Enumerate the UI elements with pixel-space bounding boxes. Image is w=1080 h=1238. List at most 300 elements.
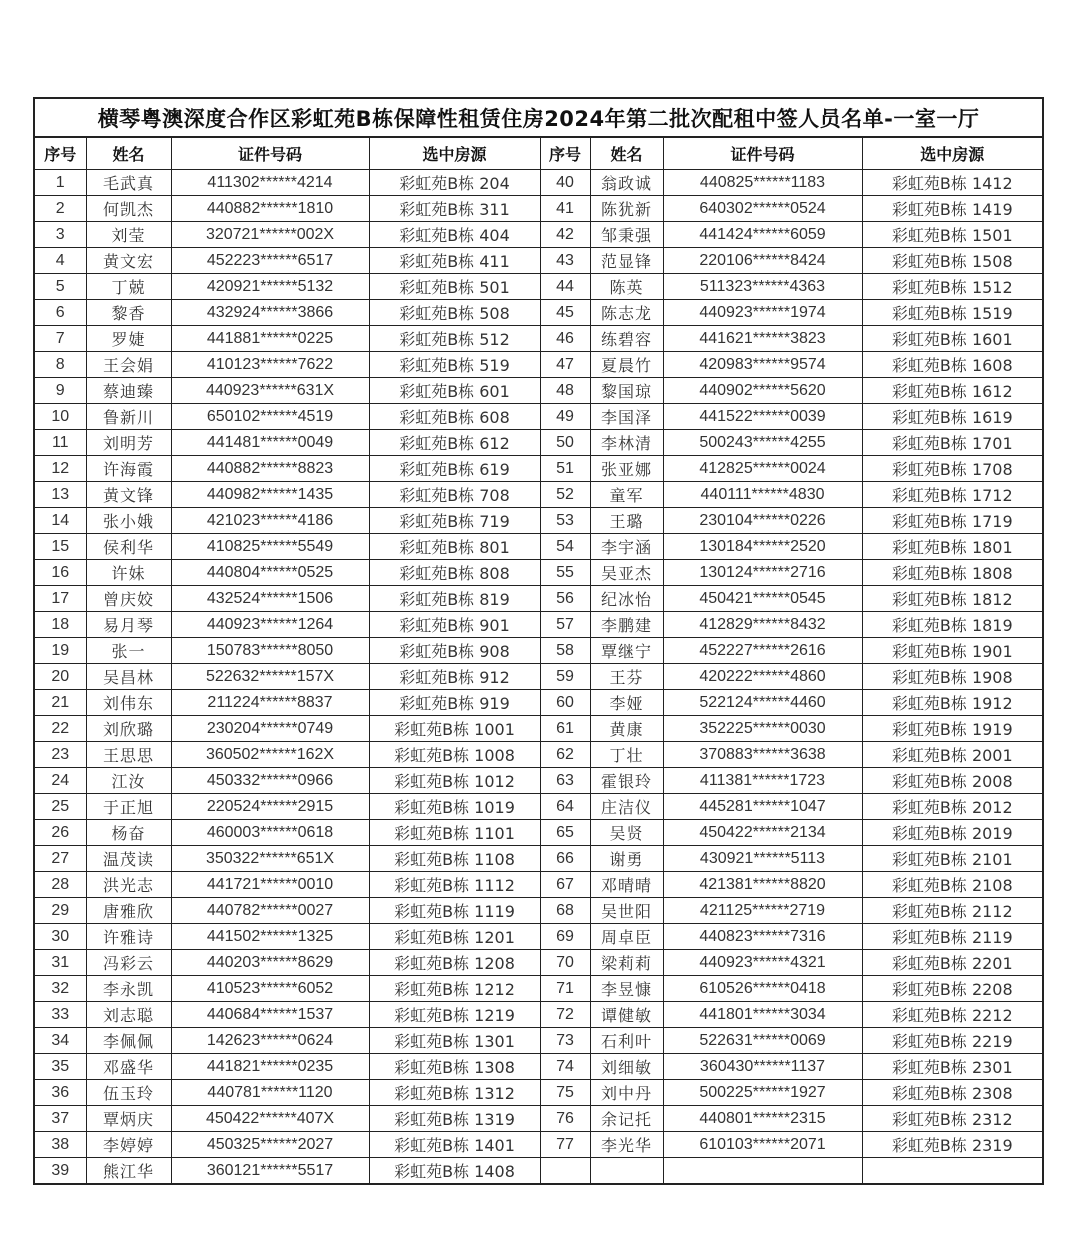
right-room-cell: 彩虹苑B栋 2108 xyxy=(862,872,1043,898)
right-id-number-cell: 500225******1927 xyxy=(663,1080,862,1106)
right-id-number-cell: 230104******0226 xyxy=(663,508,862,534)
left-id-number-cell: 441881******0225 xyxy=(171,326,369,352)
table-row xyxy=(34,248,1043,274)
left-name-cell: 冯彩云 xyxy=(86,950,171,976)
right-name-cell: 霍银玲 xyxy=(590,768,663,794)
right-name-cell: 谭健敏 xyxy=(590,1002,663,1028)
right-name-cell: 黄康 xyxy=(590,716,663,742)
left-room-cell: 彩虹苑B栋 1208 xyxy=(369,950,540,976)
right-seq-cell: 74 xyxy=(540,1054,590,1080)
right-seq-cell: 49 xyxy=(540,404,590,430)
table-row xyxy=(34,768,1043,794)
right-room-cell: 彩虹苑B栋 2008 xyxy=(862,768,1043,794)
left-id-number-cell: 440882******8823 xyxy=(171,456,369,482)
right-id-number-cell: 412825******0024 xyxy=(663,456,862,482)
left-id-number-cell: 441481******0049 xyxy=(171,430,369,456)
right-seq-cell: 41 xyxy=(540,196,590,222)
right-seq-cell: 71 xyxy=(540,976,590,1002)
right-name-cell: 李宇涵 xyxy=(590,534,663,560)
header-room: 选中房源 xyxy=(862,137,1043,170)
table-row xyxy=(34,846,1043,872)
right-id-number-cell: 440823******7316 xyxy=(663,924,862,950)
table-row xyxy=(34,716,1043,742)
right-name-cell: 李林清 xyxy=(590,430,663,456)
right-id-number-cell: 440902******5620 xyxy=(663,378,862,404)
left-seq-cell: 11 xyxy=(34,430,86,456)
header-seq: 序号 xyxy=(540,137,590,170)
left-seq-cell: 29 xyxy=(34,898,86,924)
header-name: 姓名 xyxy=(86,137,171,170)
right-room-cell: 彩虹苑B栋 1912 xyxy=(862,690,1043,716)
left-room-cell: 彩虹苑B栋 601 xyxy=(369,378,540,404)
right-room-cell: 彩虹苑B栋 1419 xyxy=(862,196,1043,222)
left-seq-cell: 4 xyxy=(34,248,86,274)
left-name-cell: 洪光志 xyxy=(86,872,171,898)
right-name-cell: 丁壮 xyxy=(590,742,663,768)
table-row xyxy=(34,196,1043,222)
left-name-cell: 邓盛华 xyxy=(86,1054,171,1080)
left-room-cell: 彩虹苑B栋 1319 xyxy=(369,1106,540,1132)
left-id-number-cell: 320721******002X xyxy=(171,222,369,248)
right-room-cell: 彩虹苑B栋 1608 xyxy=(862,352,1043,378)
table-row xyxy=(34,560,1043,586)
right-room-cell: 彩虹苑B栋 2012 xyxy=(862,794,1043,820)
right-id-number-cell: 440923******4321 xyxy=(663,950,862,976)
left-id-number-cell: 150783******8050 xyxy=(171,638,369,664)
right-seq-cell: 70 xyxy=(540,950,590,976)
allocation-list-sheet xyxy=(33,97,1042,1185)
left-name-cell: 鲁新川 xyxy=(86,404,171,430)
left-room-cell: 彩虹苑B栋 519 xyxy=(369,352,540,378)
left-room-cell: 彩虹苑B栋 1212 xyxy=(369,976,540,1002)
right-id-number-cell: 412829******8432 xyxy=(663,612,862,638)
table-row xyxy=(34,976,1043,1002)
left-room-cell: 彩虹苑B栋 404 xyxy=(369,222,540,248)
left-name-cell: 许海霞 xyxy=(86,456,171,482)
left-id-number-cell: 360121******5517 xyxy=(171,1158,369,1185)
table-row xyxy=(34,222,1043,248)
left-seq-cell: 8 xyxy=(34,352,86,378)
right-name-cell: 李娅 xyxy=(590,690,663,716)
right-room-cell: 彩虹苑B栋 2319 xyxy=(862,1132,1043,1158)
table-row xyxy=(34,1054,1043,1080)
right-id-number-cell: 430921******5113 xyxy=(663,846,862,872)
left-name-cell: 熊江华 xyxy=(86,1158,171,1185)
right-id-number-cell: 440825******1183 xyxy=(663,170,862,196)
right-id-number-cell: 522124******4460 xyxy=(663,690,862,716)
right-room-cell: 彩虹苑B栋 1512 xyxy=(862,274,1043,300)
right-name-cell: 夏晨竹 xyxy=(590,352,663,378)
left-seq-cell: 2 xyxy=(34,196,86,222)
right-seq-cell: 50 xyxy=(540,430,590,456)
right-seq-cell: 64 xyxy=(540,794,590,820)
left-seq-cell: 18 xyxy=(34,612,86,638)
right-seq-cell: 56 xyxy=(540,586,590,612)
left-id-number-cell: 350322******651X xyxy=(171,846,369,872)
left-seq-cell: 35 xyxy=(34,1054,86,1080)
left-id-number-cell: 441721******0010 xyxy=(171,872,369,898)
left-seq-cell: 37 xyxy=(34,1106,86,1132)
table-row xyxy=(34,534,1043,560)
table-row xyxy=(34,170,1043,196)
right-name-cell: 纪冰怡 xyxy=(590,586,663,612)
left-name-cell: 刘欣璐 xyxy=(86,716,171,742)
left-id-number-cell: 211224******8837 xyxy=(171,690,369,716)
left-name-cell: 罗婕 xyxy=(86,326,171,352)
left-seq-cell: 33 xyxy=(34,1002,86,1028)
left-id-number-cell: 440684******1537 xyxy=(171,1002,369,1028)
right-seq-cell: 72 xyxy=(540,1002,590,1028)
right-id-number-cell: 220106******8424 xyxy=(663,248,862,274)
left-id-number-cell: 522632******157X xyxy=(171,664,369,690)
table-row xyxy=(34,742,1043,768)
right-name-cell: 余记托 xyxy=(590,1106,663,1132)
left-name-cell: 丁兢 xyxy=(86,274,171,300)
right-seq-cell: 54 xyxy=(540,534,590,560)
right-seq-cell: 65 xyxy=(540,820,590,846)
right-room-cell: 彩虹苑B栋 2308 xyxy=(862,1080,1043,1106)
left-seq-cell: 6 xyxy=(34,300,86,326)
right-name-cell: 陈志龙 xyxy=(590,300,663,326)
table-body xyxy=(34,170,1043,1185)
left-seq-cell: 7 xyxy=(34,326,86,352)
left-room-cell: 彩虹苑B栋 1401 xyxy=(369,1132,540,1158)
right-seq-cell: 67 xyxy=(540,872,590,898)
right-seq-cell: 47 xyxy=(540,352,590,378)
left-room-cell: 彩虹苑B栋 808 xyxy=(369,560,540,586)
right-room-cell: 彩虹苑B栋 1708 xyxy=(862,456,1043,482)
left-name-cell: 易月琴 xyxy=(86,612,171,638)
table-row xyxy=(34,1002,1043,1028)
left-seq-cell: 27 xyxy=(34,846,86,872)
right-seq-cell: 69 xyxy=(540,924,590,950)
left-id-number-cell: 411302******4214 xyxy=(171,170,369,196)
left-name-cell: 刘明芳 xyxy=(86,430,171,456)
right-room-cell: 彩虹苑B栋 1908 xyxy=(862,664,1043,690)
right-id-number-cell: 420222******4860 xyxy=(663,664,862,690)
right-id-number-cell: 440801******2315 xyxy=(663,1106,862,1132)
left-id-number-cell: 441821******0235 xyxy=(171,1054,369,1080)
right-name-cell: 邓晴晴 xyxy=(590,872,663,898)
table-row xyxy=(34,326,1043,352)
left-room-cell: 彩虹苑B栋 501 xyxy=(369,274,540,300)
left-seq-cell: 16 xyxy=(34,560,86,586)
table-row xyxy=(34,690,1043,716)
left-id-number-cell: 440882******1810 xyxy=(171,196,369,222)
left-name-cell: 黄文锋 xyxy=(86,482,171,508)
table-row xyxy=(34,950,1043,976)
right-room-cell: 彩虹苑B栋 1801 xyxy=(862,534,1043,560)
right-seq-cell: 76 xyxy=(540,1106,590,1132)
left-id-number-cell: 440923******1264 xyxy=(171,612,369,638)
right-room-cell: 彩虹苑B栋 1819 xyxy=(862,612,1043,638)
left-seq-cell: 12 xyxy=(34,456,86,482)
left-name-cell: 侯利华 xyxy=(86,534,171,560)
right-id-number-cell: 440923******1974 xyxy=(663,300,862,326)
left-name-cell: 张一 xyxy=(86,638,171,664)
left-room-cell: 彩虹苑B栋 411 xyxy=(369,248,540,274)
table-row xyxy=(34,274,1043,300)
right-room-cell: 彩虹苑B栋 1412 xyxy=(862,170,1043,196)
right-room-cell: 彩虹苑B栋 1701 xyxy=(862,430,1043,456)
right-id-number-cell: 441801******3034 xyxy=(663,1002,862,1028)
left-name-cell: 唐雅欣 xyxy=(86,898,171,924)
right-room-cell: 彩虹苑B栋 2119 xyxy=(862,924,1043,950)
right-seq-cell: 51 xyxy=(540,456,590,482)
left-name-cell: 王会娟 xyxy=(86,352,171,378)
right-id-number-cell: 130124******2716 xyxy=(663,560,862,586)
right-name-cell: 周卓臣 xyxy=(590,924,663,950)
right-seq-cell: 73 xyxy=(540,1028,590,1054)
left-room-cell: 彩虹苑B栋 912 xyxy=(369,664,540,690)
left-id-number-cell: 410523******6052 xyxy=(171,976,369,1002)
right-seq-cell: 68 xyxy=(540,898,590,924)
left-room-cell: 彩虹苑B栋 1001 xyxy=(369,716,540,742)
right-id-number-cell: 450421******0545 xyxy=(663,586,862,612)
left-id-number-cell: 432524******1506 xyxy=(171,586,369,612)
left-id-number-cell: 432924******3866 xyxy=(171,300,369,326)
left-seq-cell: 20 xyxy=(34,664,86,690)
left-room-cell: 彩虹苑B栋 1301 xyxy=(369,1028,540,1054)
right-name-cell: 陈犹新 xyxy=(590,196,663,222)
right-name-cell: 刘细敏 xyxy=(590,1054,663,1080)
left-id-number-cell: 440782******0027 xyxy=(171,898,369,924)
right-id-number-cell: 130184******2520 xyxy=(663,534,862,560)
right-id-number-cell: 445281******1047 xyxy=(663,794,862,820)
right-id-number-cell xyxy=(663,1158,862,1185)
header-room: 选中房源 xyxy=(369,137,540,170)
right-name-cell: 童军 xyxy=(590,482,663,508)
right-seq-cell: 57 xyxy=(540,612,590,638)
right-id-number-cell: 352225******0030 xyxy=(663,716,862,742)
left-name-cell: 李婷婷 xyxy=(86,1132,171,1158)
table-row xyxy=(34,664,1043,690)
left-seq-cell: 9 xyxy=(34,378,86,404)
right-seq-cell: 75 xyxy=(540,1080,590,1106)
right-name-cell: 刘中丹 xyxy=(590,1080,663,1106)
left-name-cell: 江汝 xyxy=(86,768,171,794)
header-id-number: 证件号码 xyxy=(171,137,369,170)
left-id-number-cell: 440804******0525 xyxy=(171,560,369,586)
left-room-cell: 彩虹苑B栋 1108 xyxy=(369,846,540,872)
right-room-cell: 彩虹苑B栋 2101 xyxy=(862,846,1043,872)
left-seq-cell: 26 xyxy=(34,820,86,846)
left-id-number-cell: 220524******2915 xyxy=(171,794,369,820)
right-room-cell: 彩虹苑B栋 1519 xyxy=(862,300,1043,326)
table-row xyxy=(34,820,1043,846)
left-name-cell: 李永凯 xyxy=(86,976,171,1002)
left-name-cell: 毛武真 xyxy=(86,170,171,196)
table-row xyxy=(34,898,1043,924)
left-room-cell: 彩虹苑B栋 1008 xyxy=(369,742,540,768)
document-title: 横琴粤澳深度合作区彩虹苑B栋保障性租赁住房2024年第二批次配租中签人员名单-一室一厅 xyxy=(34,98,1043,137)
left-name-cell: 曾庆姣 xyxy=(86,586,171,612)
left-seq-cell: 14 xyxy=(34,508,86,534)
left-name-cell: 张小娥 xyxy=(86,508,171,534)
table-row xyxy=(34,612,1043,638)
right-room-cell: 彩虹苑B栋 2208 xyxy=(862,976,1043,1002)
right-id-number-cell: 360430******1137 xyxy=(663,1054,862,1080)
right-room-cell: 彩虹苑B栋 2001 xyxy=(862,742,1043,768)
right-id-number-cell: 420983******9574 xyxy=(663,352,862,378)
left-room-cell: 彩虹苑B栋 1219 xyxy=(369,1002,540,1028)
right-id-number-cell: 522631******0069 xyxy=(663,1028,862,1054)
right-seq-cell xyxy=(540,1158,590,1185)
right-seq-cell: 43 xyxy=(540,248,590,274)
right-room-cell: 彩虹苑B栋 1719 xyxy=(862,508,1043,534)
left-room-cell: 彩虹苑B栋 512 xyxy=(369,326,540,352)
right-seq-cell: 61 xyxy=(540,716,590,742)
table-row xyxy=(34,924,1043,950)
right-id-number-cell: 511323******4363 xyxy=(663,274,862,300)
header-name: 姓名 xyxy=(590,137,663,170)
right-name-cell: 王璐 xyxy=(590,508,663,534)
table-row xyxy=(34,638,1043,664)
table-row xyxy=(34,872,1043,898)
right-seq-cell: 63 xyxy=(540,768,590,794)
left-room-cell: 彩虹苑B栋 708 xyxy=(369,482,540,508)
right-room-cell: 彩虹苑B栋 2212 xyxy=(862,1002,1043,1028)
right-id-number-cell: 441522******0039 xyxy=(663,404,862,430)
right-room-cell: 彩虹苑B栋 1919 xyxy=(862,716,1043,742)
left-seq-cell: 28 xyxy=(34,872,86,898)
right-room-cell: 彩虹苑B栋 2201 xyxy=(862,950,1043,976)
right-seq-cell: 44 xyxy=(540,274,590,300)
right-name-cell: 覃继宁 xyxy=(590,638,663,664)
left-name-cell: 蔡迪臻 xyxy=(86,378,171,404)
right-room-cell: 彩虹苑B栋 1619 xyxy=(862,404,1043,430)
left-room-cell: 彩虹苑B栋 1019 xyxy=(369,794,540,820)
left-room-cell: 彩虹苑B栋 801 xyxy=(369,534,540,560)
table-row xyxy=(34,1132,1043,1158)
right-name-cell: 李光华 xyxy=(590,1132,663,1158)
right-room-cell: 彩虹苑B栋 1508 xyxy=(862,248,1043,274)
right-room-cell: 彩虹苑B栋 2312 xyxy=(862,1106,1043,1132)
right-seq-cell: 59 xyxy=(540,664,590,690)
left-id-number-cell: 230204******0749 xyxy=(171,716,369,742)
right-id-number-cell: 441621******3823 xyxy=(663,326,862,352)
left-name-cell: 刘莹 xyxy=(86,222,171,248)
table-row xyxy=(34,1080,1043,1106)
right-id-number-cell: 441424******6059 xyxy=(663,222,862,248)
left-seq-cell: 34 xyxy=(34,1028,86,1054)
left-id-number-cell: 450332******0966 xyxy=(171,768,369,794)
table-row xyxy=(34,378,1043,404)
right-seq-cell: 46 xyxy=(540,326,590,352)
left-id-number-cell: 440923******631X xyxy=(171,378,369,404)
right-room-cell: 彩虹苑B栋 1612 xyxy=(862,378,1043,404)
left-id-number-cell: 440781******1120 xyxy=(171,1080,369,1106)
right-name-cell: 李国泽 xyxy=(590,404,663,430)
left-room-cell: 彩虹苑B栋 1312 xyxy=(369,1080,540,1106)
table-row xyxy=(34,1028,1043,1054)
table-row xyxy=(34,794,1043,820)
left-id-number-cell: 440982******1435 xyxy=(171,482,369,508)
left-id-number-cell: 460003******0618 xyxy=(171,820,369,846)
left-name-cell: 伍玉玲 xyxy=(86,1080,171,1106)
header-id-number: 证件号码 xyxy=(663,137,862,170)
right-room-cell: 彩虹苑B栋 2301 xyxy=(862,1054,1043,1080)
right-name-cell: 黎国琼 xyxy=(590,378,663,404)
right-id-number-cell: 500243******4255 xyxy=(663,430,862,456)
left-room-cell: 彩虹苑B栋 1201 xyxy=(369,924,540,950)
left-room-cell: 彩虹苑B栋 908 xyxy=(369,638,540,664)
left-id-number-cell: 450422******407X xyxy=(171,1106,369,1132)
right-room-cell xyxy=(862,1158,1043,1185)
right-name-cell: 范显锋 xyxy=(590,248,663,274)
left-seq-cell: 32 xyxy=(34,976,86,1002)
table-row xyxy=(34,508,1043,534)
right-seq-cell: 60 xyxy=(540,690,590,716)
left-seq-cell: 21 xyxy=(34,690,86,716)
left-id-number-cell: 410825******5549 xyxy=(171,534,369,560)
right-seq-cell: 66 xyxy=(540,846,590,872)
right-room-cell: 彩虹苑B栋 1901 xyxy=(862,638,1043,664)
right-id-number-cell: 610526******0418 xyxy=(663,976,862,1002)
left-room-cell: 彩虹苑B栋 819 xyxy=(369,586,540,612)
header-row xyxy=(34,137,1043,170)
left-name-cell: 于正旭 xyxy=(86,794,171,820)
left-id-number-cell: 420921******5132 xyxy=(171,274,369,300)
right-seq-cell: 62 xyxy=(540,742,590,768)
right-seq-cell: 52 xyxy=(540,482,590,508)
right-id-number-cell: 421381******8820 xyxy=(663,872,862,898)
right-room-cell: 彩虹苑B栋 2019 xyxy=(862,820,1043,846)
left-name-cell: 黎香 xyxy=(86,300,171,326)
right-id-number-cell: 452227******2616 xyxy=(663,638,862,664)
right-seq-cell: 77 xyxy=(540,1132,590,1158)
right-name-cell: 翁政诚 xyxy=(590,170,663,196)
right-name-cell: 吴贤 xyxy=(590,820,663,846)
left-seq-cell: 22 xyxy=(34,716,86,742)
left-name-cell: 覃炳庆 xyxy=(86,1106,171,1132)
right-room-cell: 彩虹苑B栋 2112 xyxy=(862,898,1043,924)
left-id-number-cell: 360502******162X xyxy=(171,742,369,768)
right-name-cell xyxy=(590,1158,663,1185)
left-name-cell: 黄文宏 xyxy=(86,248,171,274)
right-id-number-cell: 640302******0524 xyxy=(663,196,862,222)
right-seq-cell: 53 xyxy=(540,508,590,534)
left-id-number-cell: 142623******0624 xyxy=(171,1028,369,1054)
right-name-cell: 庄洁仪 xyxy=(590,794,663,820)
left-room-cell: 彩虹苑B栋 1308 xyxy=(369,1054,540,1080)
header-seq: 序号 xyxy=(34,137,86,170)
right-name-cell: 谢勇 xyxy=(590,846,663,872)
right-room-cell: 彩虹苑B栋 1808 xyxy=(862,560,1043,586)
left-seq-cell: 31 xyxy=(34,950,86,976)
right-seq-cell: 40 xyxy=(540,170,590,196)
right-name-cell: 梁莉莉 xyxy=(590,950,663,976)
right-id-number-cell: 440111******4830 xyxy=(663,482,862,508)
left-id-number-cell: 421023******4186 xyxy=(171,508,369,534)
left-seq-cell: 36 xyxy=(34,1080,86,1106)
right-room-cell: 彩虹苑B栋 1812 xyxy=(862,586,1043,612)
left-seq-cell: 25 xyxy=(34,794,86,820)
right-id-number-cell: 450422******2134 xyxy=(663,820,862,846)
left-seq-cell: 13 xyxy=(34,482,86,508)
right-id-number-cell: 411381******1723 xyxy=(663,768,862,794)
left-room-cell: 彩虹苑B栋 919 xyxy=(369,690,540,716)
left-room-cell: 彩虹苑B栋 608 xyxy=(369,404,540,430)
left-name-cell: 温茂读 xyxy=(86,846,171,872)
left-name-cell: 李佩佩 xyxy=(86,1028,171,1054)
title-row xyxy=(34,98,1043,137)
left-name-cell: 许雅诗 xyxy=(86,924,171,950)
left-id-number-cell: 450325******2027 xyxy=(171,1132,369,1158)
right-name-cell: 吴亚杰 xyxy=(590,560,663,586)
left-name-cell: 刘伟东 xyxy=(86,690,171,716)
table-row xyxy=(34,404,1043,430)
